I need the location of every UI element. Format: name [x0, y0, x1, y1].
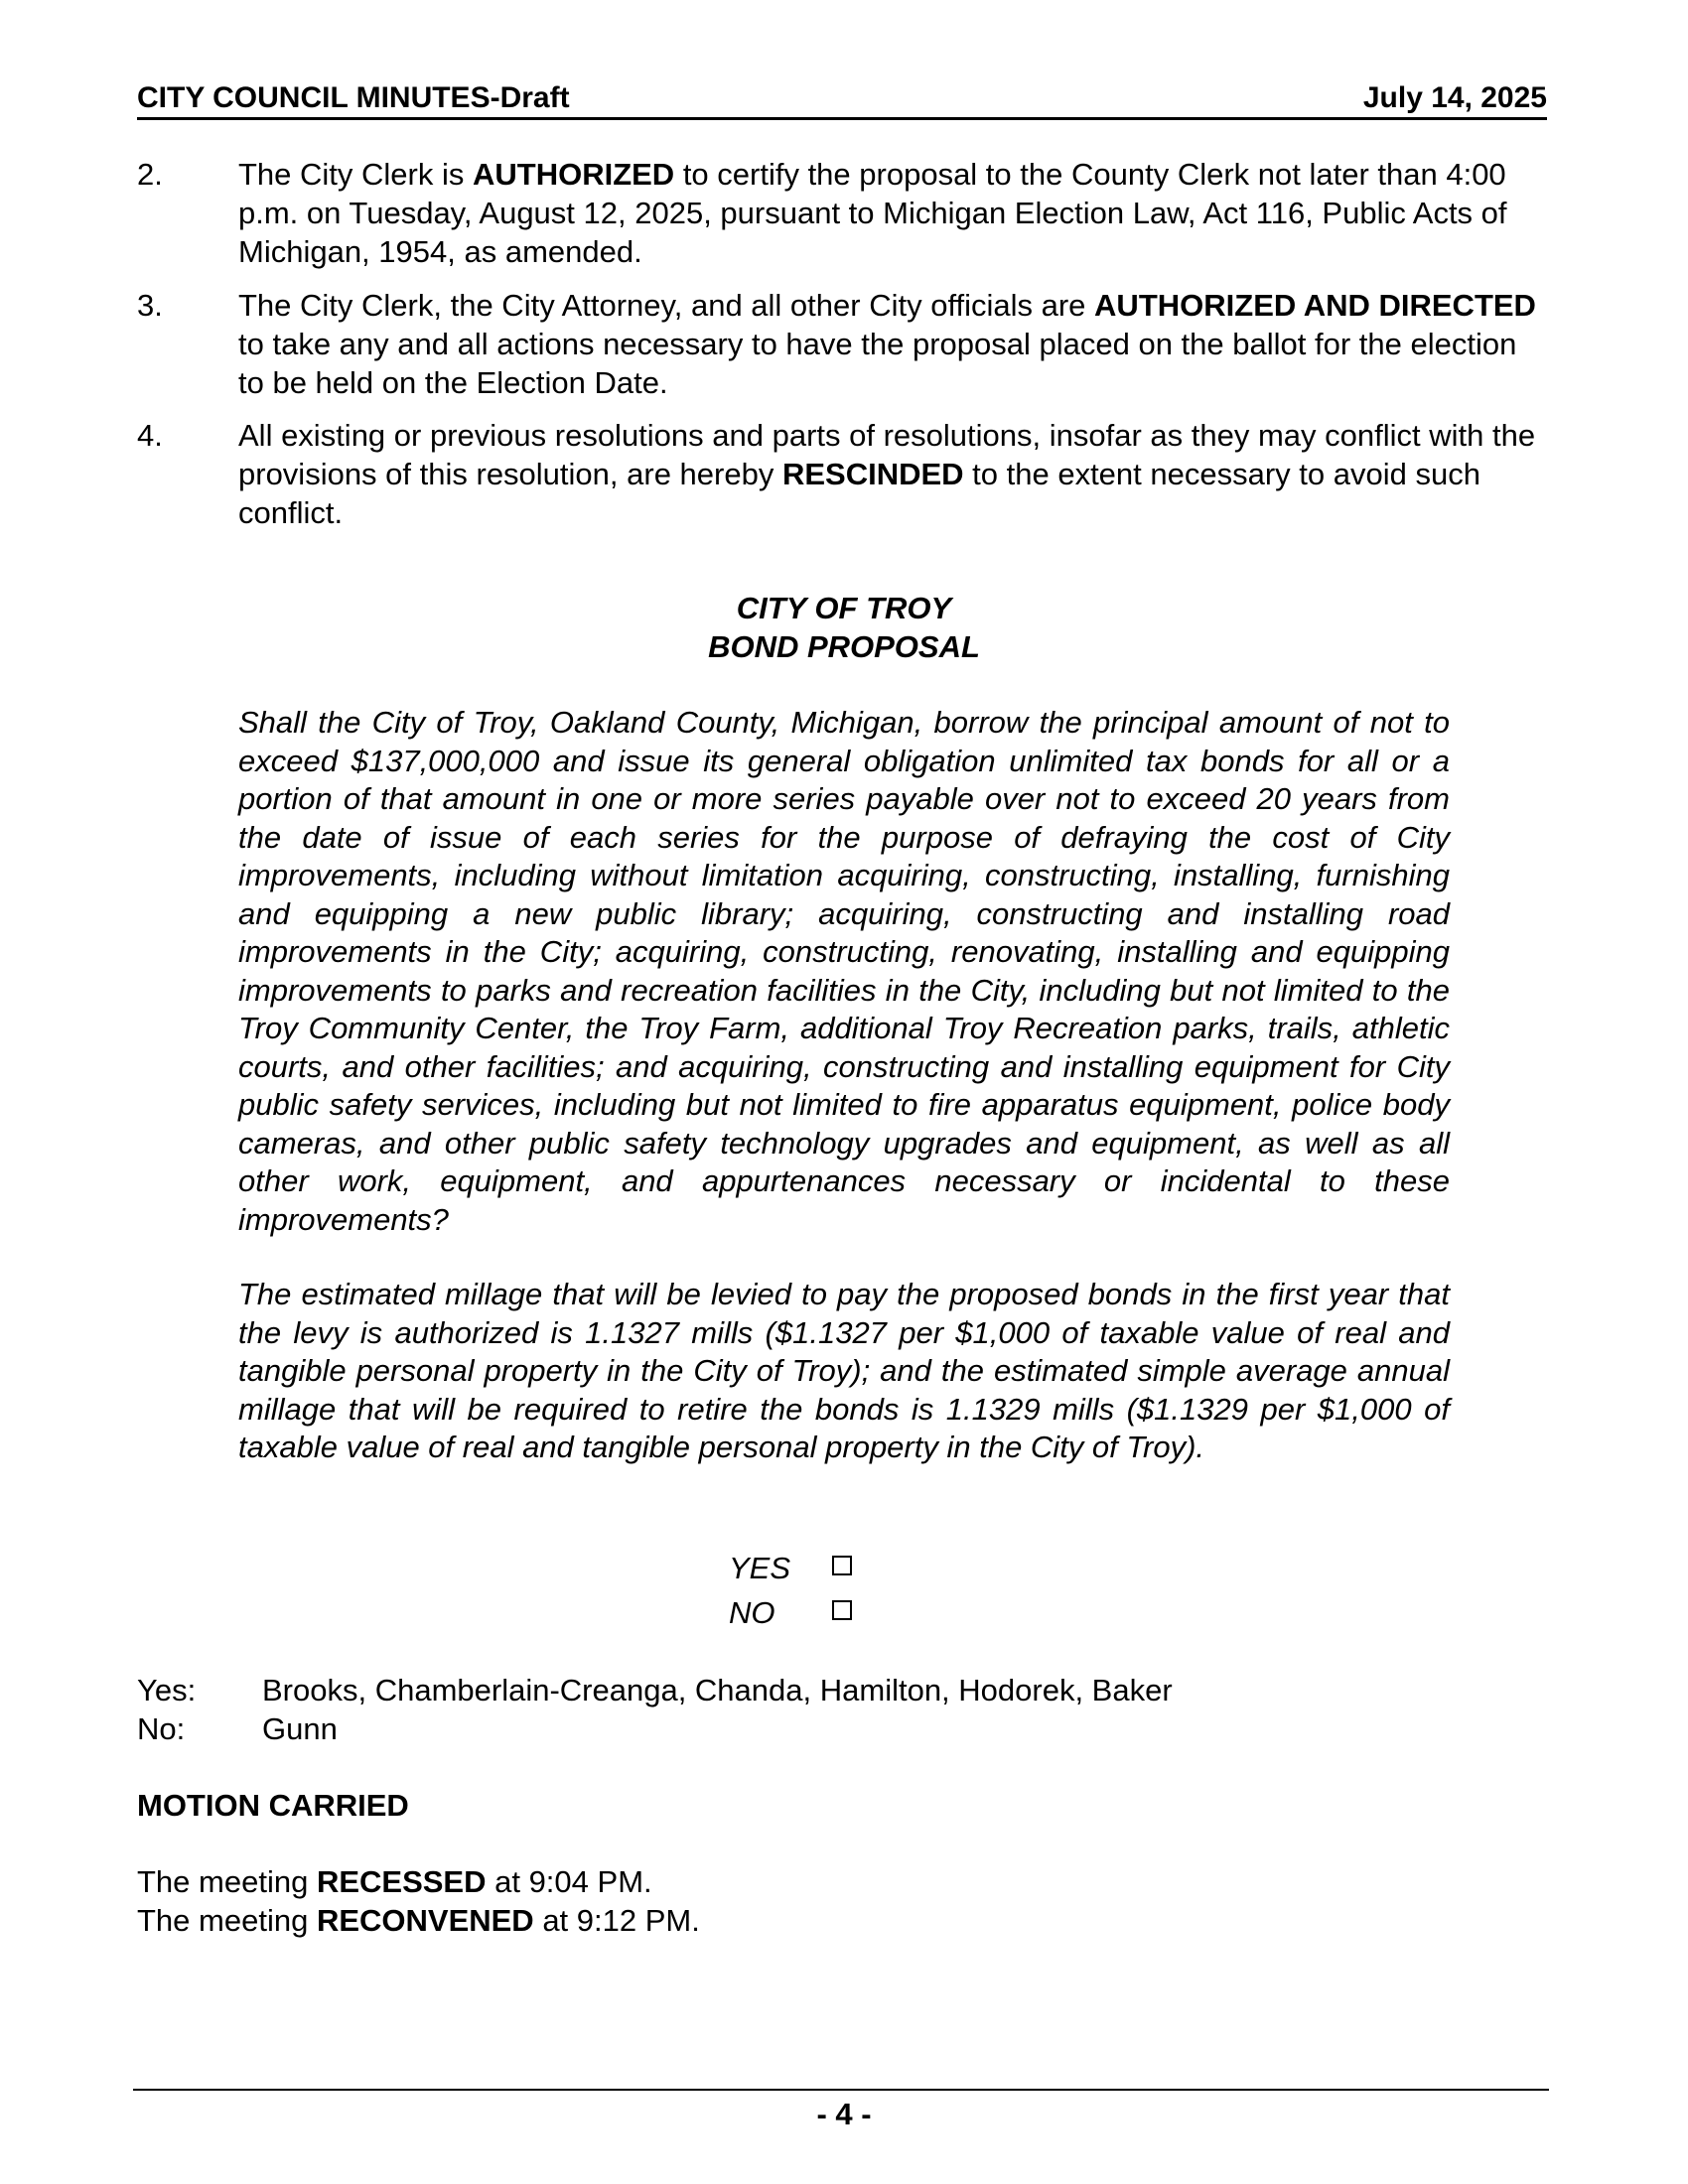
item-number: 3. — [137, 288, 163, 323]
header-date: July 14, 2025 — [1362, 81, 1547, 114]
page-number: - 4 - — [816, 2097, 872, 2131]
item-number: 2. — [137, 157, 163, 192]
recess-line: The meeting RECESSED at 9:04 PM. — [137, 1864, 652, 1899]
item-text: The City Clerk, the City Attorney, and all other City officials are AUTHORIZED AND DIRECTED to take any and all actions necessary to have the proposal placed on the ballot for the election to be held on the Election Date. — [238, 288, 1536, 400]
millage-statement: The estimated millage that will be levied to pay the proposed bonds in the first year that the levy is authorized is 1.1327 mills ($1.1327 per $1,000 of taxable value of real and tangible personal property in the City of Troy); and the estimated simple average annual millage that will be required to retire the bonds is 1.1329 mills ($1.1329 per $1,000 of taxable value of real and tangible personal property in the City of Troy). — [238, 1277, 1450, 1464]
item-text: The City Clerk is AUTHORIZED to certify the proposal to the County Clerk not later than 4:00 p.m. on Tuesday, August 12, 2025, pursuant to Michigan Election Law, Act 116, Public Acts of Michigan, 1954, as amended. — [238, 157, 1507, 269]
vote-no-label: No: — [137, 1711, 186, 1746]
item-number: 4. — [137, 418, 163, 453]
proposal-title-line2: BOND PROPOSAL — [708, 629, 980, 664]
item-text: All existing or previous resolutions and parts of resolutions, insofar as they may conflict with the provisions of this resolution, are hereby RESCINDED to the extent necessary to avoid such conflict. — [238, 418, 1536, 530]
ballot-yes-label: YES — [729, 1551, 791, 1585]
motion-result: MOTION CARRIED — [137, 1788, 409, 1823]
proposal-question: Shall the City of Troy, Oakland County, Michigan, borrow the principal amount of not to exceed $137,000,000 and issue its general obligation unlimited tax bonds for all or a portion of that amount in one or more series payable over not to exceed 20 years from the date of issue of each series for the purpose of defraying the cost of City improvements, including without limitation acquiring, constructing, installing, furnishing and equipping a new public library; acquiring, constructing and installing road improvements in the City; acquiring, constructing, renovating, installing and equipping improvements to parks and recreation facilities in the City, including but not limited to the Troy Community Center, the Troy Farm, additional Troy Recreation parks, trails, athletic courts, and other facilities; and acquiring, constructing and installing equipment for City public safety services, including but not limited to fire apparatus equipment, police body cameras, and other public safety technology upgrades and equipment, as well as all other work, equipment, and appurtenances necessary or incidental to these improvements? — [238, 705, 1450, 1237]
proposal-title-line1: CITY OF TROY — [736, 591, 952, 625]
vote-no-names: Gunn — [262, 1711, 338, 1746]
vote-yes-names: Brooks, Chamberlain-Creanga, Chanda, Hamilton, Hodorek, Baker — [262, 1673, 1173, 1707]
header-title: CITY COUNCIL MINUTES-Draft — [137, 81, 570, 114]
ballot-no-checkbox — [832, 1600, 852, 1620]
footer-divider — [133, 2089, 1549, 2091]
vote-yes-label: Yes: — [137, 1673, 197, 1707]
page-header — [137, 81, 1547, 120]
reconvene-line: The meeting RECONVENED at 9:12 PM. — [137, 1903, 700, 1938]
ballot-yes-checkbox — [832, 1556, 852, 1575]
ballot-no-label: NO — [729, 1595, 775, 1630]
